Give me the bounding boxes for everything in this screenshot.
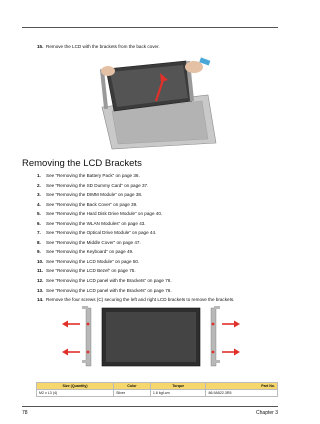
step-number: 10. — [37, 258, 44, 264]
cell-size: M2 x L3 (4) — [37, 390, 114, 397]
list-item — [37, 171, 234, 181]
step-text: See “Removing the LCD panel with the Brackets” on page 76. — [46, 278, 172, 284]
list-item — [37, 209, 234, 219]
screw-c — [212, 323, 215, 326]
steps-list — [37, 171, 234, 305]
step-number: 5. — [37, 211, 41, 217]
step-text: See “Removing the Optical Drive Module” on page 44. — [46, 230, 157, 236]
list-item — [37, 238, 234, 248]
step-number: 12. — [37, 278, 44, 284]
step-number: 7. — [37, 230, 41, 236]
left-hand — [101, 66, 115, 76]
col-size: Size (Quantity) — [37, 383, 114, 390]
list-item — [37, 200, 234, 210]
step-number: 14. — [37, 297, 44, 303]
list-item — [37, 266, 234, 276]
step-number: 3. — [37, 192, 41, 198]
step-number: 11. — [37, 268, 44, 274]
step-text: Remove the LCD with the brackets from the back cover. — [46, 44, 160, 49]
list-item — [37, 219, 234, 229]
page-number: 78 — [22, 410, 28, 416]
left-bracket — [86, 308, 91, 366]
cell-torque: 1.6 kgf-cm — [150, 390, 206, 397]
list-item — [37, 286, 234, 296]
list-item — [37, 228, 234, 238]
cell-color: Silver — [114, 390, 151, 397]
step-number: 13. — [37, 287, 44, 293]
table-header-row — [37, 383, 278, 390]
step-number: 2. — [37, 182, 41, 188]
col-part-no: Part No. — [206, 383, 278, 390]
step-number: 15. — [37, 44, 44, 49]
step-text: See “Removing the LCD Bezel” on page 75. — [46, 268, 136, 274]
right-hand — [185, 61, 203, 73]
step-number: 6. — [37, 220, 41, 226]
chapter-label: Chapter 3 — [256, 410, 278, 416]
list-item — [37, 276, 234, 286]
list-item — [37, 190, 234, 200]
cell-part-no: 86.9A522.3R5 — [206, 390, 278, 397]
step-text: See “Removing the Battery Pack” on page 36. — [46, 173, 140, 178]
lcd-removal-photo — [88, 55, 220, 151]
footer-rule — [22, 406, 278, 407]
right-bracket — [211, 308, 216, 366]
screw-c — [87, 351, 90, 354]
lcd-brackets-photo — [60, 300, 242, 372]
step-text: See “Removing the Keyboard” on page 49. — [46, 249, 134, 255]
step-number: 1. — [37, 173, 41, 178]
step-text: See “Removing the Back Cover” on page 39. — [46, 201, 138, 207]
list-item — [37, 181, 234, 191]
step-text: See “Removing the WLAN Modules” on page 43. — [46, 220, 146, 226]
step-text: See “Removing the Hard Disk Drive Module” on page 40. — [46, 211, 163, 217]
header-rule — [22, 27, 278, 28]
step-text: Remove the four screws (C) securing the left and right LCD brackets to remove the brackets. — [46, 297, 235, 303]
step-number: 4. — [37, 201, 41, 207]
list-item — [37, 247, 234, 257]
screw-spec-table — [36, 382, 278, 397]
step-15 — [37, 44, 277, 49]
section-title: Removing the LCD Brackets — [22, 158, 142, 169]
col-color: Color — [114, 383, 151, 390]
col-torque: Torque — [150, 383, 206, 390]
step-number: 8. — [37, 239, 41, 245]
step-text: See “Removing the DIMM Module” on page 38. — [46, 192, 143, 198]
table-row — [37, 390, 278, 397]
list-item — [37, 257, 234, 267]
step-number: 9. — [37, 249, 41, 255]
step-text: See “Removing the SD Dummy Card” on page 37. — [46, 182, 149, 188]
step-text: See “Removing the LCD panel with the Brackets” on page 76. — [46, 287, 172, 293]
step-text: See “Removing the LCD Module” on page 50. — [46, 258, 140, 264]
screw-c — [212, 351, 215, 354]
step-text: See “Removing the Middle Cover” on page 47. — [46, 239, 141, 245]
screw-c — [87, 323, 90, 326]
